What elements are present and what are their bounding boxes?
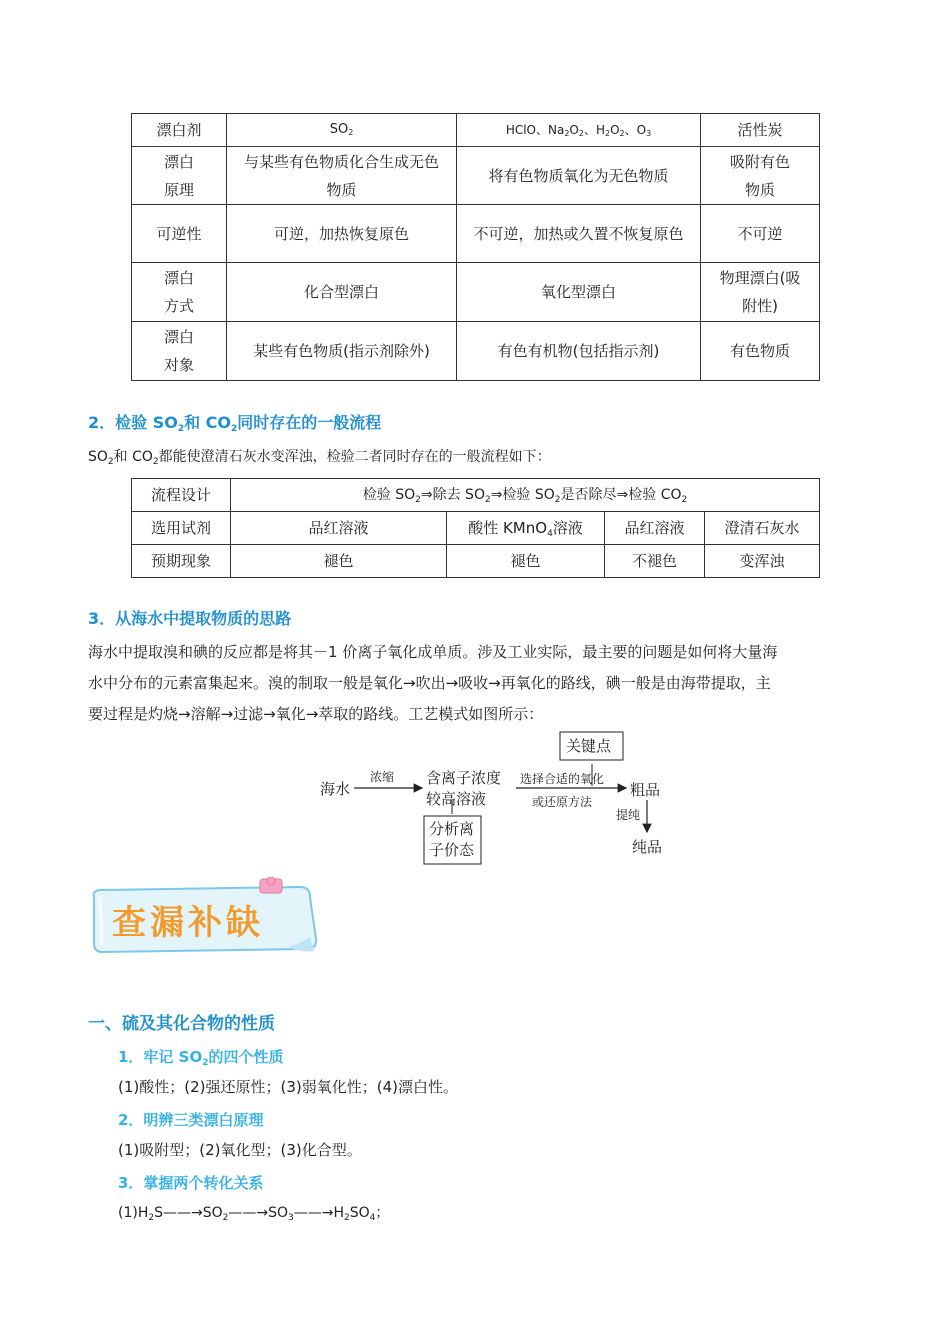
section-2-intro: $SO_2$和 $CO_2$都能使澄清石灰水变浑浊，检验二者同时存在的一般流程如下：: [88, 449, 551, 467]
cell: 品红溶液: [605, 512, 705, 545]
cell: 澄清石灰水: [705, 512, 820, 545]
cell: 品红溶液: [231, 512, 447, 545]
para-line: 要过程是灼烧→溶解→过滤→氧化→萃取的路线。工艺模式如图所示：: [88, 705, 544, 723]
part-1-s1-body: (1)酸性；(2)强还原性；(3)弱氧化性；(4)漂白性。: [118, 1078, 458, 1096]
cell: 吸附有色物质: [701, 147, 820, 205]
para-line: 海水中提取溴和碘的反应都是将其－1 价离子氧化成单质。涉及工业实际，最主要的问题是如何将大量海: [88, 643, 778, 661]
cell: 漂白方式: [132, 263, 227, 322]
header-agent: 漂白剂: [132, 114, 227, 147]
table-row: [132, 545, 820, 578]
part-1-title: 一、硫及其化合物的性质: [88, 1014, 275, 1034]
purify-label: 提纯: [616, 808, 641, 822]
method-label-bottom: 或还原方法: [532, 795, 593, 809]
section-2-title: 2．检验 $SO_2$和 $CO_2$同时存在的一般流程: [88, 413, 382, 434]
cell: 不褪色: [605, 545, 705, 578]
bleach-table: [131, 113, 820, 381]
banner-text: 查漏补缺: [112, 903, 264, 943]
cell: 可逆，加热恢复原色: [227, 205, 457, 263]
cell: 某些有色物质(指示剂除外): [227, 322, 457, 381]
cell: 有色物质: [701, 322, 820, 381]
part-1-s2-body: (1)吸附型；(2)氧化型；(3)化合型。: [118, 1141, 362, 1159]
table-row: [132, 263, 820, 322]
concentrate-label: 浓缩: [370, 770, 395, 784]
header-oxidizers: HClO、Na2O2、H2O2、O3: [457, 114, 701, 147]
cell: 变浑浊: [705, 545, 820, 578]
table-row: [132, 147, 820, 205]
cell: 化合型漂白: [227, 263, 457, 322]
section-3-para: [88, 637, 878, 730]
cell: 预期现象: [132, 545, 231, 578]
cell: 不可逆: [701, 205, 820, 263]
cell: 与某些有色物质化合生成无色物质: [227, 147, 457, 205]
cell: 物理漂白(吸附性): [701, 263, 820, 322]
part-1-s2-title: 2．明辨三类漂白原理: [118, 1111, 264, 1129]
table-row: [132, 114, 820, 147]
part-1-s3-title: 3．掌握两个转化关系: [118, 1174, 264, 1192]
cell: 将有色物质氧化为无色物质: [457, 147, 701, 205]
header-so2: SO2: [227, 114, 457, 147]
solution-label: 含离子浓度 较高溶液: [426, 769, 502, 808]
table-row: [132, 205, 820, 263]
cell: 流程设计: [132, 479, 231, 512]
cell: 不可逆，加热或久置不恢复原色: [457, 205, 701, 263]
detection-flow-table: [131, 478, 820, 578]
seawater-label: 海水: [320, 780, 351, 798]
cell: 褪色: [447, 545, 605, 578]
header-carbon: 活性炭: [701, 114, 820, 147]
cell: 漂白原理: [132, 147, 227, 205]
method-label-top: 选择合适的氧化: [520, 772, 605, 786]
cell: 褪色: [231, 545, 447, 578]
table-row: [132, 512, 820, 545]
analyze-label: 分析离 子价态: [429, 820, 475, 859]
para-line: 水中分布的元素富集起来。溴的制取一般是氧化→吹出→吸收→再氧化的路线，碘一般是由海带提取，主: [88, 674, 771, 692]
banner: [88, 877, 328, 957]
flow-design-cell: 检验 $SO_2\Rightarrow$除去 $SO_2\Rightarrow$检验 $SO_2$是否除尽⇒检验 $CO_2$: [231, 479, 820, 512]
part-1-s3-body: $(1)H_2S——\to SO_2——\to SO_3——\to H_2SO_4$；: [118, 1205, 390, 1223]
pure-label: 纯品: [632, 838, 663, 856]
cell: 可逆性: [132, 205, 227, 263]
section-3-title: 3．从海水中提取物质的思路: [88, 609, 292, 628]
cell: 有色有机物(包括指示剂): [457, 322, 701, 381]
part-1-s1-title: 1．牢记 $SO_2$的四个性质: [118, 1048, 284, 1068]
crude-label: 粗品: [630, 781, 661, 799]
cell: 漂白对象: [132, 322, 227, 381]
table-row: [132, 479, 820, 512]
cell: 氧化型漂白: [457, 263, 701, 322]
cell: 选用试剂: [132, 512, 231, 545]
key-point-label: 关键点: [566, 737, 612, 755]
cell: 酸性 KMnO$_4$溶液: [447, 512, 605, 545]
table-row: [132, 322, 820, 381]
seawater-flow-diagram: [310, 728, 670, 868]
